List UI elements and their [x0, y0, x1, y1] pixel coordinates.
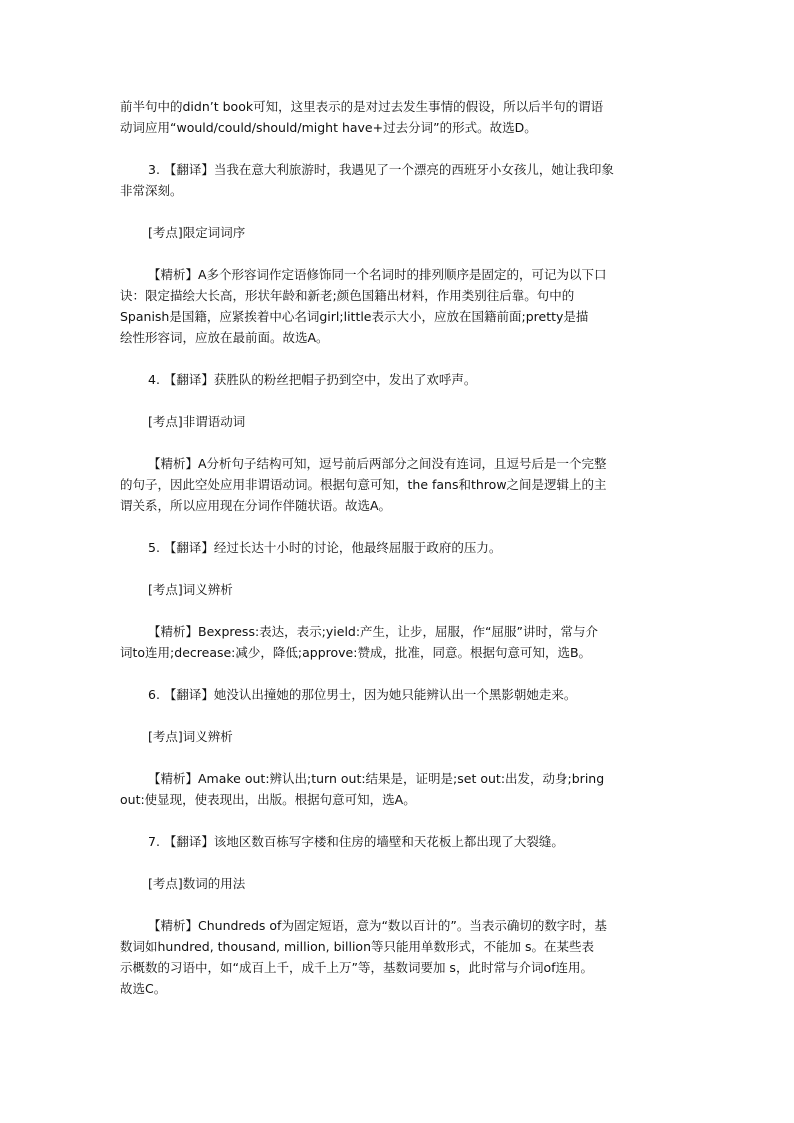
text-line: [考点]数词的用法 — [148, 876, 246, 891]
text-line: 故选C。 — [120, 981, 167, 996]
text-line: 非常深刻。 — [120, 183, 183, 198]
text-line: 绘性形容词，应放在最前面。故选A。 — [120, 330, 329, 345]
paragraph-test-point-4 — [120, 411, 676, 432]
paragraph-translation-4 — [120, 369, 676, 390]
text-line: out:使显现，使表现出，出版。根据句意可知，选A。 — [120, 792, 416, 807]
paragraph-translation-6 — [120, 684, 676, 705]
text-line: [考点]词义辨析 — [148, 582, 233, 597]
text-line: 词to连用;decrease:减少，降低;approve:赞成，批准，同意。根据句意可知，选B。 — [120, 645, 592, 660]
paragraph-analysis-6 — [120, 768, 676, 810]
text-line: 前半句中的didn’t book可知，这里表示的是对过去发生事情的假设，所以后半句的谓语 — [120, 99, 604, 114]
text-line: 5. 【翻译】经过长达十小时的讨论，他最终屈服于政府的压力。 — [148, 540, 502, 555]
paragraph-analysis-5 — [120, 621, 676, 663]
paragraph-translation-7 — [120, 831, 676, 852]
paragraph-translation-5 — [120, 537, 676, 558]
text-line: 数词如hundred, thousand, million, billion等只能用单数形式，不能加 s。在某些表 — [120, 939, 594, 954]
text-line: 【精析】Amake out:辨认出;turn out:结果是，证明是;set out:出发，动身;bring — [148, 771, 605, 786]
text-line: 【精析】Bexpress:表达，表示;yield:产生，让步，屈服，作“屈服”讲时，常与介 — [148, 624, 599, 639]
paragraph-test-point-6 — [120, 726, 676, 747]
paragraph-answer-2-continued — [120, 96, 676, 138]
text-line: 动词应用“would/could/should/might have+过去分词”的形式。故选D。 — [120, 120, 537, 135]
text-line: [考点]限定词词序 — [148, 225, 246, 240]
text-line: Spanish是国籍，应紧挨着中心名词girl;little表示大小，应放在国籍前面;pretty是描 — [120, 309, 589, 324]
paragraph-test-point-5 — [120, 579, 676, 600]
text-line: [考点]非谓语动词 — [148, 414, 246, 429]
text-line: 【精析】Chundreds of为固定短语，意为“数以百计的”。当表示确切的数字时，基 — [148, 918, 607, 933]
paragraph-analysis-3 — [120, 264, 676, 348]
paragraph-analysis-7 — [120, 915, 676, 999]
text-line: 诀：限定描绘大长高，形状年龄和新老;颜色国籍出材料，作用类别往后靠。句中的 — [120, 288, 575, 303]
paragraph-translation-3 — [120, 159, 676, 201]
text-line: 6. 【翻译】她没认出撞她的那位男士，因为她只能辨认出一个黑影朝她走来。 — [148, 687, 577, 702]
text-line: 【精析】A多个形容词作定语修饰同一个名词时的排列顺序是固定的，可记为以下口 — [148, 267, 607, 282]
text-line: 示概数的习语中，如“成百上千，成千上万”等，基数词要加 s，此时常与介词of连用。 — [120, 960, 593, 975]
text-line: 【精析】A分析句子结构可知，逗号前后两部分之间没有连词，且逗号后是一个完整 — [148, 456, 607, 471]
text-line: 4. 【翻译】获胜队的粉丝把帽子扔到空中，发出了欢呼声。 — [148, 372, 477, 387]
text-line: 谓关系，所以应用现在分词作伴随状语。故选A。 — [120, 498, 392, 513]
paragraph-test-point-7 — [120, 873, 676, 894]
text-line: 3. 【翻译】当我在意大利旅游时，我遇见了一个漂亮的西班牙小女孩儿，她让我印象 — [148, 162, 614, 177]
text-line: 的句子，因此空处应用非谓语动词。根据句意可知，the fans和throw之间是逻辑上的主 — [120, 477, 607, 492]
text-line: [考点]词义辨析 — [148, 729, 233, 744]
paragraph-test-point-3 — [120, 222, 676, 243]
paragraph-analysis-4 — [120, 453, 676, 516]
text-line: 7. 【翻译】该地区数百栋写字楼和住房的墙壁和天花板上都出现了大裂缝。 — [148, 834, 564, 849]
